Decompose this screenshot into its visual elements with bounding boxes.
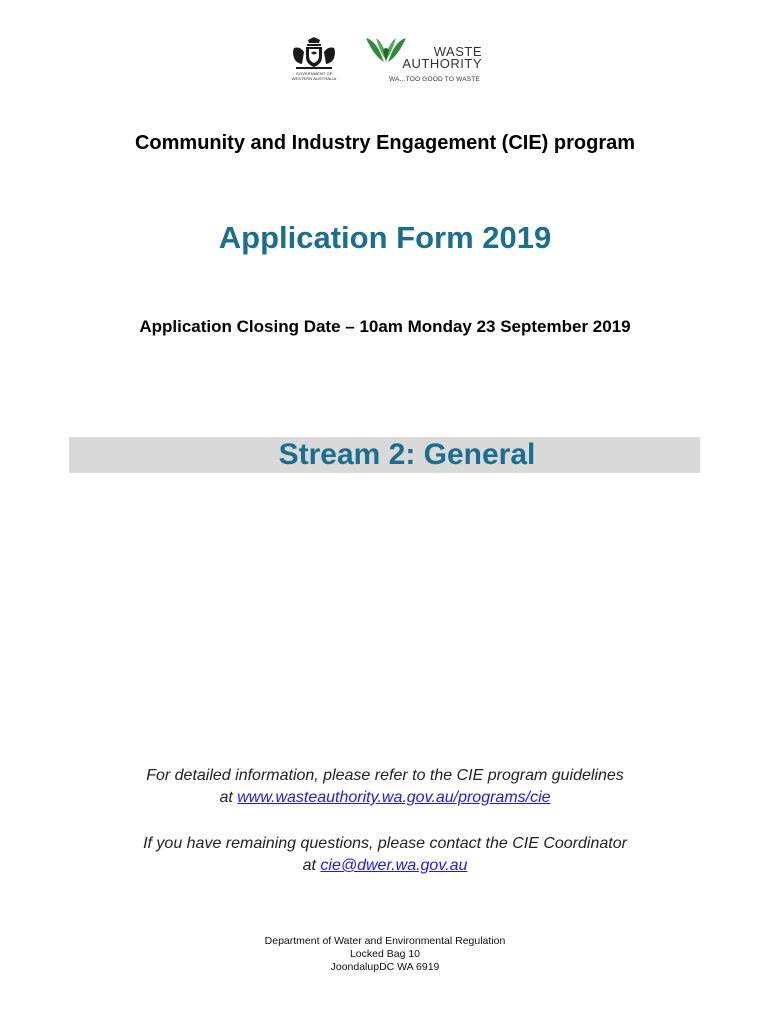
waste-authority-tagline: WA...TOO GOOD TO WASTE	[389, 76, 480, 83]
contact-info	[0, 833, 770, 877]
stream-band	[69, 437, 700, 473]
guidelines-link-line	[0, 787, 770, 809]
header-logos	[286, 36, 486, 88]
postal-address	[0, 935, 770, 974]
guidelines-text: For detailed information, please refer to the CIE program guidelines	[146, 767, 624, 784]
address-line-3: JoondalupDC WA 6919	[330, 961, 440, 973]
contact-text: If you have remaining questions, please contact the CIE Coordinator	[143, 835, 627, 852]
waste-authority-line1: WASTE	[433, 44, 482, 59]
form-title: Application Form 2019	[218, 220, 552, 255]
guidelines-info	[0, 765, 770, 809]
guidelines-link[interactable]: www.wasteauthority.wa.gov.au/programs/cie	[237, 789, 551, 806]
contact-email-link[interactable]: cie@dwer.wa.gov.au	[320, 857, 468, 874]
contact-prefix: at	[302, 857, 321, 874]
address-line-1: Department of Water and Environmental Regulation	[264, 935, 506, 947]
program-title: Community and Industry Engagement (CIE) program	[134, 132, 636, 154]
closing-date: Application Closing Date – 10am Monday 23 September 2019	[139, 317, 631, 336]
waste-authority-wordmark	[372, 46, 482, 70]
stream-title: Stream 2: General	[278, 438, 536, 471]
address-line-2: Locked Bag 10	[349, 948, 421, 960]
waste-authority-line2: AUTHORITY	[402, 56, 482, 71]
guidelines-prefix: at	[219, 789, 238, 806]
government-caption: GOVERNMENT OF WESTERN AUSTRALIA	[291, 71, 337, 81]
contact-link-line	[0, 855, 770, 877]
